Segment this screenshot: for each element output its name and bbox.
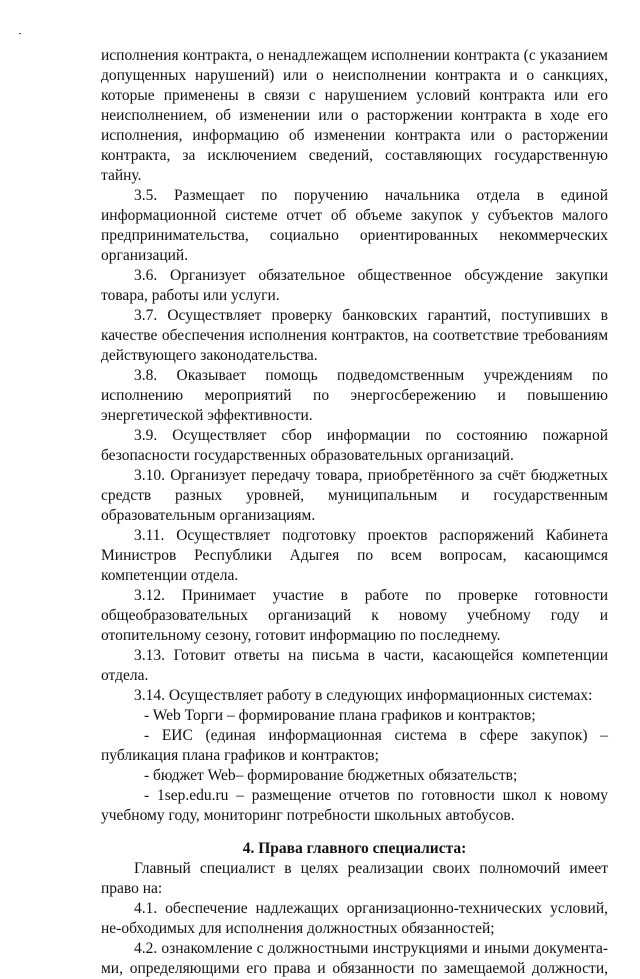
paragraph-3-8: 3.8. Оказывает помощь подведомственным учреждениям по исполнению мероприятий по энергосбережению и повышению энергетической эффективности. bbox=[101, 367, 608, 424]
list-item-eis: - ЕИС (единая информационная система в сфере закупок) – публикация плана графиков и контрактов; bbox=[101, 727, 608, 764]
paragraph-3-5: 3.5. Размещает по поручению начальника отдела в единой информационной системе отчет об объеме закупок у субъектов малого предпринимательства, социально ориентированных некоммерческих организаций. bbox=[101, 187, 608, 264]
scan-speck bbox=[19, 33, 21, 34]
paragraph-3-12: 3.12. Принимает участие в работе по проверке готовности общеобразовательных организаций к новому учебному году и отопительному сезону, готовит информацию по последнему. bbox=[101, 587, 608, 644]
list-item-web-torgi: - Web Торги – формирование плана графиков и контрактов; bbox=[144, 707, 536, 724]
paragraph-3-10: 3.10. Организует передачу товара, приобретённого за счёт бюджетных средств разных уровней, муниципальным и государственным образовательным организациям. bbox=[101, 467, 608, 524]
paragraph-4-1: 4.1. обеспечение надлежащих организационно-технических условий, не-обходимых для исполнения должностных обязанностей; bbox=[101, 900, 608, 937]
list-item-1sep: - 1sep.edu.ru – размещение отчетов по готовности школ к новому учебному году, мониторинг потребности школьных автобусов. bbox=[101, 787, 608, 824]
paragraph-3-14: 3.14. Осуществляет работу в следующих информационных системах: bbox=[134, 687, 593, 704]
paragraph-3-13: 3.13. Готовит ответы на письма в части, касающейся компетенции отдела. bbox=[101, 647, 608, 684]
section-4-title: 4. Права главного специалиста: bbox=[242, 840, 467, 857]
paragraph-3-7: 3.7. Осуществляет проверку банковских гарантий, поступивших в качестве обеспечения исполнения контрактов, на соответствие требованиям действующего законодательства. bbox=[101, 307, 608, 364]
paragraph-4-2: 4.2. ознакомление с должностными инструкциями и иными документа-ми, определяющими его права и обязанности по замещаемой должности, bbox=[101, 940, 608, 977]
section-4-intro: Главный специалист в целях реализации своих полномочий имеет право на: bbox=[101, 860, 608, 897]
list-item-budget-web: - бюджет Web– формирование бюджетных обязательств; bbox=[144, 767, 518, 784]
paragraph-3-9: 3.9. Осуществляет сбор информации по состоянию пожарной безопасности государственных образовательных организаций. bbox=[101, 427, 608, 464]
document-body bbox=[101, 46, 608, 979]
paragraph-contract-info: исполнения контракта, о ненадлежащем исполнении контракта (с указанием допущенных нарушений) или о неисполнении контракта и о санкциях, которые применены в связи с нарушением условий контракта или его неисполнением, об изменении или о расторжении контракта в ходе его исполнения, информацию об изменении контракта или о расторжении контракта, за исключением сведений, составляющих государственную тайну. bbox=[101, 47, 608, 184]
paragraph-3-6: 3.6. Организует обязательное общественное обсуждение закупки товара, работы или услуги. bbox=[101, 267, 608, 304]
paragraph-3-11: 3.11. Осуществляет подготовку проектов распоряжений Кабинета Министров Республики Адыгея по всем вопросам, касающимся компетенции отдела. bbox=[101, 527, 608, 584]
